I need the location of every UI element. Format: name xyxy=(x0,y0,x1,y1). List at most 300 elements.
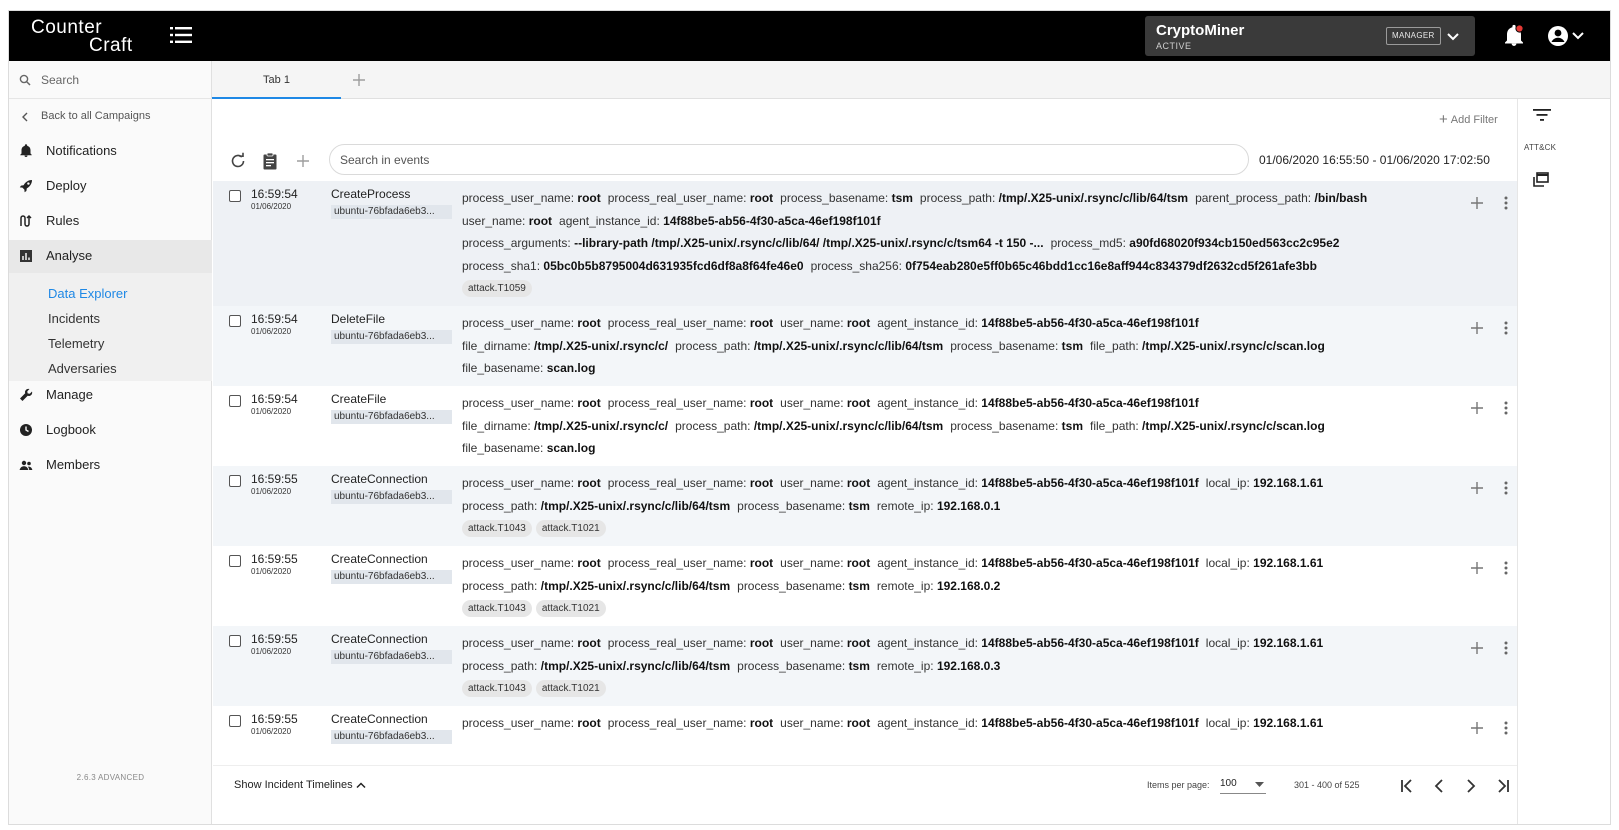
field-key: local_ip: xyxy=(1205,556,1250,570)
event-row[interactable] xyxy=(213,181,1517,306)
event-time: 16:59:55 xyxy=(251,552,298,566)
field-value: 192.168.1.61 xyxy=(1253,556,1324,570)
field-value: root xyxy=(577,556,601,570)
field-pair[interactable] xyxy=(462,476,601,490)
field-key: agent_instance_id: xyxy=(877,316,978,330)
field-pair[interactable] xyxy=(462,191,601,205)
field-value: tsm xyxy=(1061,338,1083,353)
field-pair[interactable] xyxy=(877,556,1199,570)
field-key: agent_instance_id: xyxy=(877,716,978,730)
field-value: 14f88be5-ab56-4f30-a5ca-46ef198f101f xyxy=(981,316,1199,330)
field-key: local_ip: xyxy=(1205,636,1250,650)
field-key: process_path: xyxy=(675,338,751,353)
sidebar-subitem-incidents[interactable]: Incidents xyxy=(48,311,101,326)
field-key: process_user_name: xyxy=(462,476,575,490)
field-value: scan.log xyxy=(546,361,596,376)
field-key: file_dirname: xyxy=(462,418,531,433)
event-host-badge[interactable]: ubuntu-76bfada6eb3... xyxy=(331,490,452,504)
role-badge: MANAGER xyxy=(1386,27,1441,45)
more-vert-icon[interactable] xyxy=(1503,320,1509,336)
field-key: process_basename: xyxy=(737,498,846,513)
field-value: tsm xyxy=(848,578,870,593)
table-footer xyxy=(213,765,1517,807)
field-pair[interactable] xyxy=(608,316,773,330)
back-link-label: Back to all Campaigns xyxy=(41,110,151,122)
filter-list-icon[interactable] xyxy=(1533,108,1551,122)
event-row[interactable] xyxy=(213,306,1517,386)
field-pair[interactable] xyxy=(462,339,668,353)
field-pair[interactable] xyxy=(608,191,773,205)
field-pair[interactable] xyxy=(780,316,870,330)
field-line xyxy=(462,335,1462,358)
field-pair[interactable] xyxy=(462,259,804,273)
field-key: process_path: xyxy=(462,498,538,513)
field-key: process_real_user_name: xyxy=(607,316,747,330)
field-pair[interactable] xyxy=(737,499,870,513)
field-value: 14f88be5-ab56-4f30-a5ca-46ef198f101f xyxy=(981,396,1199,410)
logo[interactable] xyxy=(31,17,141,55)
field-key: process_user_name: xyxy=(462,636,575,650)
sidebar-subitem-telemetry[interactable]: Telemetry xyxy=(48,336,105,351)
add-icon[interactable] xyxy=(1469,320,1485,336)
event-row[interactable] xyxy=(213,706,1517,741)
campaign-selector[interactable] xyxy=(1145,16,1475,56)
attack-tag[interactable]: attack.T1021 xyxy=(536,680,606,697)
event-time: 16:59:54 xyxy=(251,187,298,201)
field-key: file_path: xyxy=(1090,338,1139,353)
attack-tag[interactable]: attack.T1043 xyxy=(462,600,532,617)
field-value: /tmp/.X25-unix/.rsync/c/lib/64/tsm xyxy=(540,498,731,513)
rocket-icon xyxy=(19,179,33,193)
bell-icon xyxy=(19,144,33,158)
field-key: remote_ip: xyxy=(876,578,934,593)
field-pair[interactable] xyxy=(737,579,870,593)
more-vert-icon[interactable] xyxy=(1503,640,1509,656)
items-per-page-label: Items per page: xyxy=(1147,780,1210,790)
field-value: 14f88be5-ab56-4f30-a5ca-46ef198f101f xyxy=(663,213,881,228)
field-key: process_real_user_name: xyxy=(607,716,747,730)
chevron-left-icon xyxy=(21,112,29,122)
field-pair[interactable] xyxy=(811,259,1317,273)
page-range-label: 301 - 400 of 525 xyxy=(1294,780,1360,790)
field-pair[interactable] xyxy=(462,316,601,330)
logo-line-2: Craft xyxy=(89,35,133,56)
field-key: process_path: xyxy=(919,191,996,205)
chart-icon xyxy=(19,249,33,263)
sidebar xyxy=(9,61,212,825)
wrench-icon xyxy=(19,388,33,402)
field-value: /tmp/.X25-unix/.rsync/c/lib/64/tsm xyxy=(753,338,944,353)
field-pair[interactable] xyxy=(1051,236,1340,250)
field-value: 14f88be5-ab56-4f30-a5ca-46ef198f101f xyxy=(981,556,1199,570)
field-value: tsm xyxy=(891,191,913,205)
analyse-submenu xyxy=(9,273,212,381)
sidebar-subitem-data-explorer[interactable]: Data Explorer xyxy=(48,286,128,301)
field-key: process_sha256: xyxy=(810,258,902,273)
field-key: process_basename: xyxy=(950,338,1059,353)
field-value: root xyxy=(846,316,871,330)
field-value: 192.168.1.61 xyxy=(1253,716,1324,730)
field-value: root xyxy=(846,556,871,570)
field-key: agent_instance_id: xyxy=(559,213,660,228)
field-key: user_name: xyxy=(780,556,844,570)
field-key: process_real_user_name: xyxy=(607,636,747,650)
show-incident-timelines-toggle[interactable] xyxy=(234,779,366,791)
event-host-badge[interactable]: ubuntu-76bfada6eb3... xyxy=(331,330,452,344)
field-key: process_user_name: xyxy=(462,716,575,730)
field-key: agent_instance_id: xyxy=(877,476,978,490)
field-value: root xyxy=(577,636,601,650)
row-checkbox[interactable] xyxy=(229,395,241,407)
field-key: parent_process_path: xyxy=(1195,191,1312,205)
sidebar-item-notifications[interactable] xyxy=(9,135,212,168)
field-value: root xyxy=(577,396,601,410)
field-pair[interactable] xyxy=(608,556,773,570)
event-date: 01/06/2020 xyxy=(251,487,292,496)
add-icon[interactable] xyxy=(1469,195,1485,211)
field-pair[interactable] xyxy=(462,556,601,570)
sidebar-item-label: Analyse xyxy=(46,248,93,263)
dropdown-arrow-icon xyxy=(1255,782,1264,787)
field-value: root xyxy=(846,476,871,490)
sidebar-search xyxy=(9,61,212,99)
field-pair[interactable] xyxy=(608,636,773,650)
field-pair[interactable] xyxy=(950,419,1083,433)
more-vert-icon[interactable] xyxy=(1503,400,1509,416)
windows-icon[interactable] xyxy=(1532,171,1550,189)
field-value: root xyxy=(577,191,601,205)
sidebar-item-label: Deploy xyxy=(46,178,87,193)
field-pair[interactable] xyxy=(1206,636,1323,650)
event-time: 16:59:55 xyxy=(251,632,298,646)
next-page-icon[interactable] xyxy=(1462,777,1480,795)
field-pair[interactable] xyxy=(780,716,870,730)
field-pair[interactable] xyxy=(780,556,870,570)
field-value: 192.168.0.1 xyxy=(936,498,1001,513)
attack-tag[interactable]: attack.T1021 xyxy=(536,520,606,537)
field-value: 14f88be5-ab56-4f30-a5ca-46ef198f101f xyxy=(981,636,1199,650)
field-pair[interactable] xyxy=(780,191,913,205)
sidebar-item-label: Manage xyxy=(46,387,93,402)
add-icon[interactable] xyxy=(1469,640,1485,656)
attack-tag[interactable]: attack.T1043 xyxy=(462,680,532,697)
field-value: root xyxy=(577,476,601,490)
field-pair[interactable] xyxy=(462,579,730,593)
field-value: 192.168.1.61 xyxy=(1253,636,1324,650)
attack-tag[interactable]: attack.T1043 xyxy=(462,520,532,537)
field-key: process_real_user_name: xyxy=(607,476,747,490)
tab-bar xyxy=(212,61,1611,99)
event-tags xyxy=(462,277,1462,299)
field-pair[interactable] xyxy=(877,476,1199,490)
field-pair[interactable] xyxy=(877,316,1199,330)
field-value: 05bc0b5b8795004d631935fcd6df8a8f64fe46e0 xyxy=(543,258,804,273)
field-key: process_real_user_name: xyxy=(607,396,747,410)
event-host-badge[interactable]: ubuntu-76bfada6eb3... xyxy=(331,570,452,584)
field-value: /tmp/.X25-unix/.rsync/c/lib/64/tsm xyxy=(998,191,1189,205)
event-fields xyxy=(462,187,1462,299)
add-icon[interactable] xyxy=(294,152,312,170)
items-per-page-select[interactable] xyxy=(1220,776,1266,794)
chevron-up-icon xyxy=(356,781,366,789)
add-tab-icon[interactable] xyxy=(350,71,368,89)
campaign-name: CryptoMiner xyxy=(1156,22,1245,39)
sidebar-item-deploy[interactable] xyxy=(9,170,212,203)
attack-matrix-button[interactable]: ATT&CK xyxy=(1524,143,1557,152)
field-pair[interactable] xyxy=(780,636,870,650)
field-key: user_name: xyxy=(780,396,844,410)
field-pair[interactable] xyxy=(950,339,1083,353)
field-pair[interactable] xyxy=(462,361,595,375)
add-filter-button[interactable] xyxy=(1439,111,1498,129)
field-value: root xyxy=(749,556,774,570)
add-icon[interactable] xyxy=(1469,720,1485,736)
field-key: process_sha1: xyxy=(462,258,541,273)
field-pair[interactable] xyxy=(462,236,1044,250)
date-range[interactable]: 01/06/2020 16:55:50 - 01/06/2020 17:02:50 xyxy=(1259,153,1490,167)
previous-page-icon[interactable] xyxy=(1430,777,1448,795)
field-pair[interactable] xyxy=(608,396,773,410)
field-line xyxy=(462,712,1462,735)
field-value: /tmp/.X25-unix/.rsync/c/scan.log xyxy=(1142,418,1325,433)
field-value: root xyxy=(749,191,774,205)
event-row[interactable] xyxy=(213,386,1517,466)
event-fields xyxy=(462,552,1462,619)
field-line xyxy=(462,552,1462,575)
field-key: process_path: xyxy=(462,658,538,673)
event-host-badge[interactable]: ubuntu-76bfada6eb3... xyxy=(331,410,452,424)
more-vert-icon[interactable] xyxy=(1503,195,1509,211)
event-fields xyxy=(462,712,1462,735)
field-value: tsm xyxy=(848,498,870,513)
field-pair[interactable] xyxy=(737,659,870,673)
field-key: file_basename: xyxy=(462,361,544,376)
menu-icon[interactable] xyxy=(170,25,192,45)
event-host-badge[interactable]: ubuntu-76bfada6eb3... xyxy=(331,730,452,744)
event-date: 01/06/2020 xyxy=(251,727,292,736)
first-page-icon[interactable] xyxy=(1398,777,1416,795)
event-host-badge[interactable]: ubuntu-76bfada6eb3... xyxy=(331,205,452,219)
event-date: 01/06/2020 xyxy=(251,407,292,416)
event-time: 16:59:54 xyxy=(251,312,298,326)
event-type: CreateProcess xyxy=(331,187,411,201)
field-key: user_name: xyxy=(462,213,526,228)
sidebar-item-members[interactable] xyxy=(9,449,212,482)
field-value: /tmp/.X25-unix/.rsync/c/lib/64/tsm xyxy=(540,578,731,593)
field-pair[interactable] xyxy=(1206,476,1323,490)
field-line xyxy=(462,187,1462,210)
row-checkbox[interactable] xyxy=(229,635,241,647)
event-host-badge[interactable]: ubuntu-76bfada6eb3... xyxy=(331,650,452,664)
events-list xyxy=(213,181,1517,765)
back-to-campaigns-link[interactable] xyxy=(9,105,212,129)
sidebar-subitem-adversaries[interactable]: Adversaries xyxy=(48,361,117,376)
add-icon[interactable] xyxy=(1469,400,1485,416)
field-key: remote_ip: xyxy=(876,658,934,673)
more-vert-icon[interactable] xyxy=(1503,720,1509,736)
field-value: root xyxy=(846,396,871,410)
sidebar-item-rules[interactable] xyxy=(9,205,212,238)
field-pair[interactable] xyxy=(877,659,1000,673)
field-value: 192.168.1.61 xyxy=(1253,476,1324,490)
row-checkbox[interactable] xyxy=(229,475,241,487)
field-key: process_real_user_name: xyxy=(607,556,747,570)
field-pair[interactable] xyxy=(462,716,601,730)
add-icon[interactable] xyxy=(1469,480,1485,496)
sidebar-item-label: Rules xyxy=(46,213,80,228)
field-pair[interactable] xyxy=(877,636,1199,650)
field-pair[interactable] xyxy=(1090,339,1325,353)
event-time: 16:59:54 xyxy=(251,392,298,406)
field-line xyxy=(462,437,1462,460)
search-icon xyxy=(19,74,31,86)
more-vert-icon[interactable] xyxy=(1503,480,1509,496)
field-pair[interactable] xyxy=(675,419,943,433)
field-line xyxy=(462,210,1462,233)
field-value: /bin/bash xyxy=(1314,191,1368,205)
more-vert-icon[interactable] xyxy=(1503,560,1509,576)
event-fields xyxy=(462,392,1462,460)
event-type: CreateFile xyxy=(331,392,387,406)
last-page-icon[interactable] xyxy=(1494,777,1512,795)
clipboard-icon[interactable] xyxy=(261,152,279,170)
field-line xyxy=(462,575,1462,598)
field-key: process_user_name: xyxy=(462,396,575,410)
field-pair[interactable] xyxy=(877,396,1199,410)
field-pair[interactable] xyxy=(877,499,1000,513)
refresh-icon[interactable] xyxy=(229,152,247,170)
field-pair[interactable] xyxy=(920,191,1188,205)
sidebar-item-logbook[interactable] xyxy=(9,414,212,447)
field-pair[interactable] xyxy=(675,339,943,353)
sidebar-item-label: Logbook xyxy=(46,422,96,437)
field-value: 192.168.0.3 xyxy=(936,658,1001,673)
field-line xyxy=(462,495,1462,518)
field-pair[interactable] xyxy=(1206,556,1323,570)
add-icon[interactable] xyxy=(1469,560,1485,576)
field-key: agent_instance_id: xyxy=(877,636,978,650)
row-checkbox[interactable] xyxy=(229,190,241,202)
event-fields xyxy=(462,632,1462,699)
user-account-icon[interactable] xyxy=(1547,24,1587,48)
field-value: root xyxy=(749,636,774,650)
field-key: remote_ip: xyxy=(876,498,934,513)
field-pair[interactable] xyxy=(780,396,870,410)
event-row[interactable] xyxy=(213,546,1517,626)
logo-line-1: Counter xyxy=(31,17,103,38)
chevron-down-icon[interactable] xyxy=(1445,28,1461,44)
field-pair[interactable] xyxy=(462,214,552,228)
field-key: user_name: xyxy=(780,716,844,730)
event-tags xyxy=(462,677,1462,699)
field-value: /tmp/.X25-unix/.rsync/c/ xyxy=(534,418,669,433)
field-value: --library-path /tmp/.X25-unix/.rsync/c/lib/64/ /tmp/.X25-unix/.rsync/c/tsm64 -t 150 -... xyxy=(574,236,1044,251)
field-pair[interactable] xyxy=(462,441,595,455)
field-pair[interactable] xyxy=(1195,191,1367,205)
field-key: process_basename: xyxy=(950,418,1059,433)
sidebar-search-input[interactable] xyxy=(41,70,201,90)
field-key: process_basename: xyxy=(737,578,846,593)
field-value: 14f88be5-ab56-4f30-a5ca-46ef198f101f xyxy=(981,476,1199,490)
field-pair[interactable] xyxy=(462,659,730,673)
field-pair[interactable] xyxy=(462,419,668,433)
right-rail xyxy=(1517,99,1611,825)
row-checkbox[interactable] xyxy=(229,715,241,727)
field-value: root xyxy=(749,316,774,330)
event-row[interactable] xyxy=(213,626,1517,706)
field-line xyxy=(462,232,1462,255)
field-value: tsm xyxy=(1061,418,1083,433)
field-value: root xyxy=(577,716,601,730)
field-value: 192.168.0.2 xyxy=(936,578,1001,593)
rules-icon xyxy=(19,214,33,228)
field-line xyxy=(462,312,1462,335)
field-key: user_name: xyxy=(780,476,844,490)
event-date: 01/06/2020 xyxy=(251,567,292,576)
tab-1[interactable]: Tab 1 xyxy=(212,61,341,99)
field-pair[interactable] xyxy=(462,396,601,410)
attack-tag[interactable]: attack.T1059 xyxy=(462,280,532,297)
field-key: process_user_name: xyxy=(462,316,575,330)
attack-tag[interactable]: attack.T1021 xyxy=(536,600,606,617)
field-line xyxy=(462,632,1462,655)
field-value: /tmp/.X25-unix/.rsync/c/lib/64/tsm xyxy=(753,418,944,433)
row-checkbox[interactable] xyxy=(229,555,241,567)
field-pair[interactable] xyxy=(462,636,601,650)
field-pair[interactable] xyxy=(780,476,870,490)
event-type: DeleteFile xyxy=(331,312,386,326)
field-key: local_ip: xyxy=(1205,716,1250,730)
incident-toggle-label: Show Incident Timelines xyxy=(234,779,353,791)
plus-icon: + xyxy=(1439,111,1448,128)
field-pair[interactable] xyxy=(608,716,773,730)
row-checkbox[interactable] xyxy=(229,315,241,327)
notifications-bell-icon[interactable] xyxy=(1503,24,1525,48)
app-version: 2.6.3 ADVANCED xyxy=(76,773,145,782)
campaign-status: ACTIVE xyxy=(1156,41,1192,51)
field-key: process_basename: xyxy=(780,191,889,205)
field-value: a90fd68020f934cb150ed563cc2c95e2 xyxy=(1129,236,1340,251)
field-line xyxy=(462,255,1462,278)
field-key: user_name: xyxy=(780,316,844,330)
sidebar-item-manage[interactable] xyxy=(9,379,212,412)
events-search-input[interactable] xyxy=(340,151,1220,169)
sidebar-item-analyse[interactable] xyxy=(9,240,212,273)
event-type: CreateConnection xyxy=(331,712,428,726)
event-row[interactable] xyxy=(213,466,1517,546)
field-pair[interactable] xyxy=(877,579,1000,593)
field-line xyxy=(462,415,1462,438)
field-value: root xyxy=(846,716,871,730)
event-tags xyxy=(462,597,1462,619)
field-value: /tmp/.X25-unix/.rsync/c/lib/64/tsm xyxy=(540,658,731,673)
field-pair[interactable] xyxy=(1090,419,1325,433)
field-value: 0f754eab280e5ff0b65c46bdd1cc16e8aff944c834379df2632cd5f261afe3bb xyxy=(905,258,1317,273)
sidebar-item-label: Members xyxy=(46,457,101,472)
field-pair[interactable] xyxy=(877,716,1199,730)
field-key: user_name: xyxy=(780,636,844,650)
top-bar xyxy=(9,11,1610,61)
field-pair[interactable] xyxy=(462,499,730,513)
field-value: 14f88be5-ab56-4f30-a5ca-46ef198f101f xyxy=(981,716,1199,730)
field-pair[interactable] xyxy=(559,214,881,228)
field-pair[interactable] xyxy=(608,476,773,490)
field-value: /tmp/.X25-unix/.rsync/c/scan.log xyxy=(1142,338,1325,353)
items-per-page-value: 100 xyxy=(1220,778,1237,789)
event-tags xyxy=(462,517,1462,539)
field-value: scan.log xyxy=(546,441,596,456)
field-pair[interactable] xyxy=(1206,716,1323,730)
